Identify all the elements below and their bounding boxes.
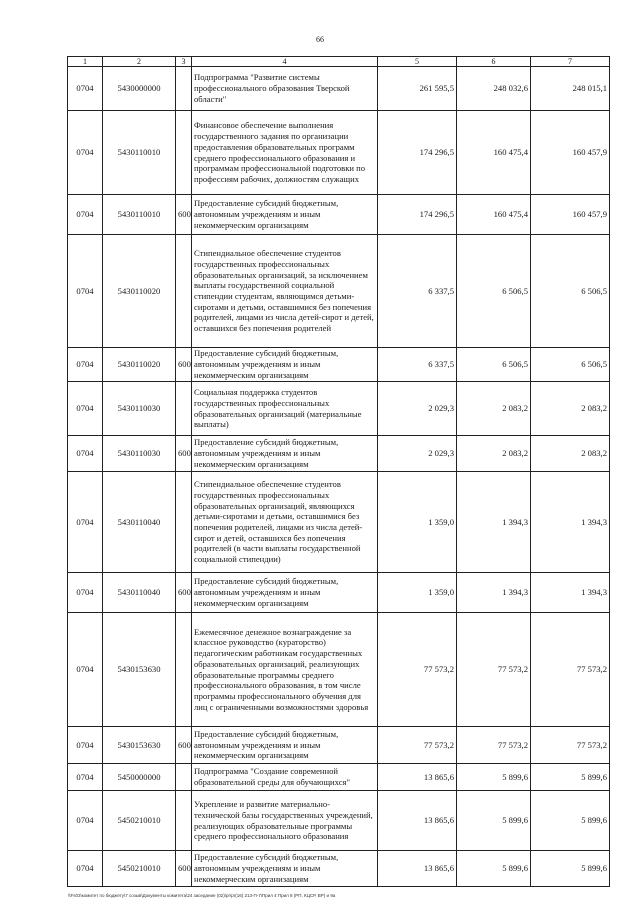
header-cell: 7 [531, 57, 610, 67]
value-cell-6: 77 573,2 [457, 727, 531, 764]
value-cell-5: 13 865,6 [378, 764, 457, 791]
type-cell [176, 472, 192, 573]
value-cell-6: 5 899,6 [457, 791, 531, 851]
value-cell-6: 248 032,6 [457, 67, 531, 111]
table-row [68, 348, 610, 382]
value-cell-5: 77 573,2 [378, 613, 457, 727]
value-cell-5: 1 359,0 [378, 472, 457, 573]
value-cell-6: 6 506,5 [457, 348, 531, 382]
section-cell: 0704 [68, 195, 103, 235]
table-row [68, 436, 610, 472]
table-row [68, 613, 610, 727]
value-cell-6: 2 083,2 [457, 436, 531, 472]
section-cell: 0704 [68, 573, 103, 613]
section-cell: 0704 [68, 235, 103, 348]
section-cell: 0704 [68, 436, 103, 472]
header-cell: 6 [457, 57, 531, 67]
name-cell: Предоставление субсидий бюджетным, автономным учреждениям и иным некоммерческим организациям [192, 727, 378, 764]
code-cell: 5430110020 [103, 235, 176, 348]
code-cell: 5450210010 [103, 851, 176, 887]
value-cell-5: 13 865,6 [378, 851, 457, 887]
budget-table [67, 56, 610, 887]
type-cell [176, 382, 192, 436]
value-cell-7: 77 573,2 [531, 613, 610, 727]
name-cell: Финансовое обеспечение выполнения государственного задания по организации предоставления образовательных программ среднего профессионального образования и программам профессиональной подготовки по профессиям рабочих, должностям служащих [192, 111, 378, 195]
section-cell: 0704 [68, 791, 103, 851]
code-cell: 5430110020 [103, 348, 176, 382]
value-cell-7: 2 083,2 [531, 436, 610, 472]
value-cell-6: 6 506,5 [457, 235, 531, 348]
value-cell-7: 5 899,6 [531, 851, 610, 887]
name-cell: Подпрограмма "Развитие системы профессионального образования Тверской области" [192, 67, 378, 111]
header-cell: 1 [68, 57, 103, 67]
type-cell: 600 [176, 436, 192, 472]
table-row [68, 111, 610, 195]
table-row [68, 195, 610, 235]
type-cell [176, 791, 192, 851]
section-cell: 0704 [68, 613, 103, 727]
name-cell: Предоставление субсидий бюджетным, автономным учреждениям и иным некоммерческим организациям [192, 851, 378, 887]
value-cell-6: 5 899,6 [457, 764, 531, 791]
name-cell: Укрепление и развитие материально-технической базы государственных учреждений, реализующих образовательные программы среднего профессионального образования [192, 791, 378, 851]
value-cell-5: 13 865,6 [378, 791, 457, 851]
code-cell: 5430000000 [103, 67, 176, 111]
name-cell: Стипендиальное обеспечение студентов государственных профессиональных образовательных организаций, за исключением выплаты государственной социальной стипендии студентам, являющимся детьми-сиротами и детьми, оставшимися без попечения родителей, лицами из числа детей-сирот и детей, оставшихся без попечения родителей [192, 235, 378, 348]
section-cell: 0704 [68, 382, 103, 436]
section-cell: 0704 [68, 727, 103, 764]
code-cell: 5450000000 [103, 764, 176, 791]
value-cell-5: 2 029,3 [378, 436, 457, 472]
name-cell: Предоставление субсидий бюджетным, автономным учреждениям и иным некоммерческим организациям [192, 348, 378, 382]
table-header-row [68, 57, 610, 67]
value-cell-5: 261 595,5 [378, 67, 457, 111]
name-cell: Предоставление субсидий бюджетным, автономным учреждениям и иным некоммерческим организациям [192, 436, 378, 472]
section-cell: 0704 [68, 111, 103, 195]
code-cell: 5430153630 [103, 613, 176, 727]
value-cell-6: 2 083,2 [457, 382, 531, 436]
page-number: 66 [316, 35, 324, 44]
type-cell: 600 [176, 727, 192, 764]
name-cell: Предоставление субсидий бюджетным, автономным учреждениям и иным некоммерческим организациям [192, 573, 378, 613]
value-cell-7: 5 899,6 [531, 791, 610, 851]
table-row [68, 235, 610, 348]
name-cell: Подпрограмма "Создание современной образовательной среды для обучающихся" [192, 764, 378, 791]
code-cell: 5430110040 [103, 472, 176, 573]
type-cell [176, 613, 192, 727]
code-cell: 5450210010 [103, 791, 176, 851]
table-row [68, 472, 610, 573]
type-cell [176, 235, 192, 348]
value-cell-7: 248 015,1 [531, 67, 610, 111]
code-cell: 5430110010 [103, 111, 176, 195]
value-cell-7: 1 394,3 [531, 472, 610, 573]
value-cell-7: 2 083,2 [531, 382, 610, 436]
value-cell-6: 160 475,4 [457, 111, 531, 195]
table-row [68, 791, 610, 851]
section-cell: 0704 [68, 472, 103, 573]
value-cell-5: 77 573,2 [378, 727, 457, 764]
name-cell: Ежемесячное денежное вознаграждение за классное руководство (кураторство) педагогическим работникам государственных образовательных организаций, реализующих образовательные программы среднего профессионального образования, в том числе программы профессионального обучения для лиц с ограниченными возможностями здоровья [192, 613, 378, 727]
value-cell-5: 6 337,5 [378, 348, 457, 382]
code-cell: 5430110030 [103, 382, 176, 436]
name-cell: Стипендиальное обеспечение студентов государственных профессиональных образовательных организаций, являющихся детьми-сиротами и детьми, оставшимися без попечения родителей, лицами из числа детей-сирот и детей, оставшихся без попечения родителей (в части выплаты государственной социальной стипендии) [192, 472, 378, 573]
table-row [68, 851, 610, 887]
table-row [68, 727, 610, 764]
type-cell [176, 111, 192, 195]
section-cell: 0704 [68, 851, 103, 887]
value-cell-6: 77 573,2 [457, 613, 531, 727]
type-cell [176, 67, 192, 111]
value-cell-5: 6 337,5 [378, 235, 457, 348]
code-cell: 5430110030 [103, 436, 176, 472]
value-cell-5: 1 359,0 [378, 573, 457, 613]
table-row [68, 67, 610, 111]
table-row [68, 382, 610, 436]
section-cell: 0704 [68, 67, 103, 111]
code-cell: 5430110040 [103, 573, 176, 613]
value-cell-7: 77 573,2 [531, 727, 610, 764]
code-cell: 5430153630 [103, 727, 176, 764]
value-cell-7: 160 457,9 [531, 195, 610, 235]
value-cell-6: 1 394,3 [457, 472, 531, 573]
value-cell-5: 174 296,5 [378, 195, 457, 235]
value-cell-7: 6 506,5 [531, 235, 610, 348]
header-cell: 4 [192, 57, 378, 67]
header-cell: 2 [103, 57, 176, 67]
section-cell: 0704 [68, 764, 103, 791]
footer-file-path: \\Fs03\комитет по бюджету\7 созыв\Документы комитета\24 заседание (02)\pr\pr(16) 213-П-7\Прил 4 Прил 8 (РП, КЦСР, ВР) и 9а [68, 893, 336, 898]
table-row [68, 573, 610, 613]
value-cell-6: 1 394,3 [457, 573, 531, 613]
name-cell: Предоставление субсидий бюджетным, автономным учреждениям и иным некоммерческим организациям [192, 195, 378, 235]
section-cell: 0704 [68, 348, 103, 382]
type-cell: 600 [176, 195, 192, 235]
type-cell: 600 [176, 573, 192, 613]
name-cell: Социальная поддержка студентов государственных профессиональных образовательных организаций (материальные выплаты) [192, 382, 378, 436]
value-cell-6: 5 899,6 [457, 851, 531, 887]
type-cell [176, 764, 192, 791]
type-cell: 600 [176, 851, 192, 887]
value-cell-6: 160 475,4 [457, 195, 531, 235]
header-cell: 5 [378, 57, 457, 67]
header-cell: 3 [176, 57, 192, 67]
value-cell-7: 160 457,9 [531, 111, 610, 195]
value-cell-5: 2 029,3 [378, 382, 457, 436]
type-cell: 600 [176, 348, 192, 382]
value-cell-7: 6 506,5 [531, 348, 610, 382]
table-row [68, 764, 610, 791]
value-cell-5: 174 296,5 [378, 111, 457, 195]
value-cell-7: 5 899,6 [531, 764, 610, 791]
value-cell-7: 1 394,3 [531, 573, 610, 613]
code-cell: 5430110010 [103, 195, 176, 235]
